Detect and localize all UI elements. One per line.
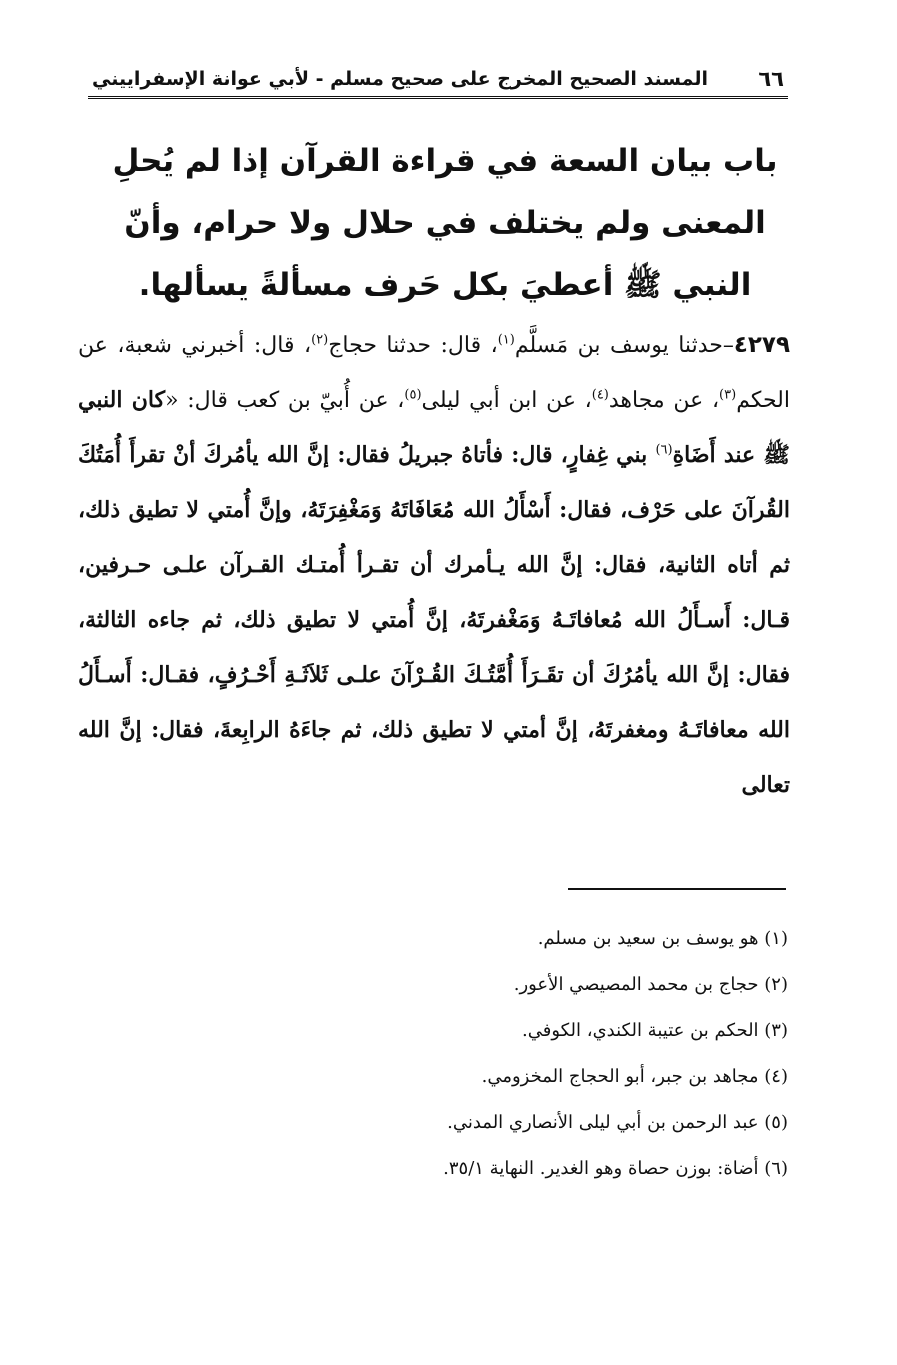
footnote-1: (١) هو يوسف بن سعيد بن مسلم. [537, 928, 788, 949]
footnote-6: (٦) أضاة: بوزن حصاة وهو الغدير. النهاية ٣٥/١. [443, 1158, 788, 1179]
footnote-4: (٤) مجاهد بن جبر، أبو الحجاج المخزومي. [481, 1066, 788, 1087]
footnote-ref-4[interactable]: (٤) [591, 387, 609, 403]
isnad-text: ، قال: حدثنا حجاج [328, 333, 498, 358]
isnad-text: –حدثنا يوسف بن مَسلَّم [514, 333, 734, 358]
hadith-number: ٤٢٧٩ [733, 332, 790, 358]
isnad-text: ، قال: أخبرني شعبة، عن الحكم [78, 333, 790, 413]
footnote-ref-2[interactable]: (٢) [311, 332, 329, 348]
footnote-ref-3[interactable]: (٣) [719, 387, 737, 403]
footnote-5: (٥) عبد الرحمن بن أبي ليلى الأنصاري المدني. [447, 1112, 788, 1133]
footnote-ref-6[interactable]: (٦) [655, 442, 673, 458]
footnotes-list [120, 916, 788, 1192]
footnote-ref-1[interactable]: (١) [497, 332, 515, 348]
running-header [88, 62, 788, 99]
isnad-text: ، عن أُبيّ بن كعب قال: « [165, 388, 405, 413]
page-number: ٦٦ [758, 67, 784, 91]
footnote-2: (٢) حجاج بن محمد المصيصي الأعور. [513, 974, 788, 995]
matn-text: كان النبي ﷺ عند أَضَاةِ [78, 387, 790, 468]
running-title: المسند الصحيح المخرج على صحيح مسلم - لأبي عوانة الإسفراييني [92, 68, 708, 90]
footnote-separator [568, 888, 786, 890]
footnote-3: (٣) الحكم بن عتيبة الكندي، الكوفي. [521, 1020, 788, 1041]
matn-text: بني غِفارٍ، قال: فأتاهُ جبريلُ فقال: إنَّ الله يأمُركَ أنْ تقرأَ أُمَتُكَ القُرآنَ على حَرْف، فقال: أَسْأَلُ الله مُعَافَاتَهُ وَمَغْفِرَتَهُ، وإنَّ أُمتي لا تطيق ذلك، ثم أتاه الثانية، فقال: إنَّ الله يـأمرك أن تقـرأ أُمتـك القـرآن علـى حـرفين، قـال: أَسـأَلُ الله مُعافاتَـهُ وَمَغْفرتَهُ، إنَّ أُمتي لا تطيق ذلك، ثم جاءه الثالثة، فقال: إنَّ الله يأمُرُكَ أن تقَـرَأَ أُمَّتُـكَ القُـرْآنَ علـى ثَلاَثَـةِ أَحْـرُفٍ، فقـال: أَسـأَلُ الله معافاتَـهُ ومغفرتَهُ، إنَّ أمتي لا تطيق ذلك، ثم جاءَهُ الرابِعةَ، فقال: إنَّ الله تعالى [78, 442, 790, 798]
isnad-text: ، عن مجاهد [608, 388, 720, 413]
footnote-ref-5[interactable]: (٥) [404, 387, 422, 403]
chapter-title: باب بيان السعة في قراءة القرآن إذا لم يُحلِ المعنى ولم يختلف في حلال ولا حرام، وأنّ النبي ﷺ أعطيَ بكل حَرف مسألةً يسألها. [112, 143, 778, 303]
hadith-paragraph [78, 318, 790, 813]
isnad-text: ، عن ابن أبي ليلى [421, 388, 592, 413]
